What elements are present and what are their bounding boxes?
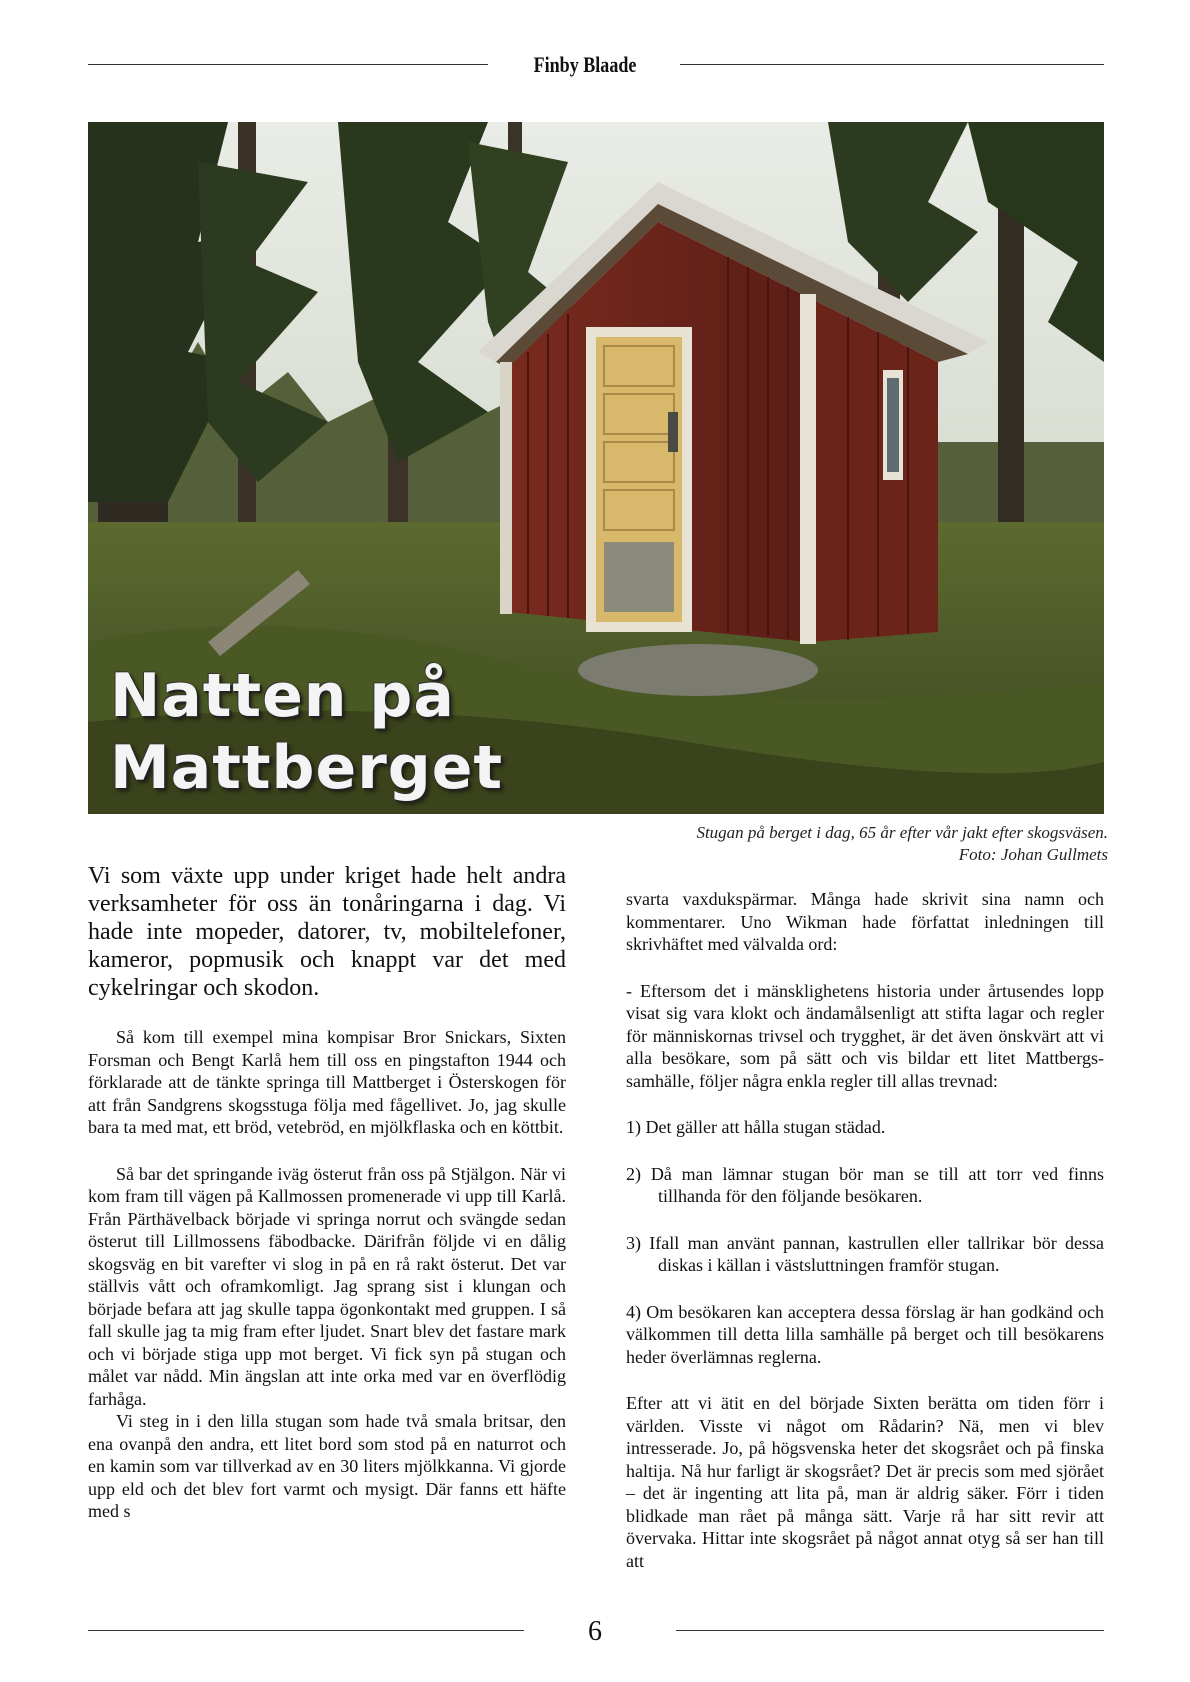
body-paragraph-4: svarta vaxdukspärmar. Många hade skrivit sina namn och kommentarer. Uno Wikman hade författat inledningen till skrivhäftet med välvalda ord: — [626, 889, 1104, 954]
body-paragraph-6: Efter att vi ätit en del började Sixten berätta om tiden förr i världen. Visste vi något om Rådarin? Nä, men vi blev intresserade. Jo, på högsvenska heter det skogsrået och på finska haltija. Nå hur farligt är skogsrået? Det är precis som med sjörået – det är ingenting att lita på, man är aldrig säker. Förr i tiden blidkade man rået på många sätt. Varje rå har sitt revir att övervaka. Hittar inte skogsrået på något annat otyg så ser han till att — [626, 1393, 1104, 1571]
page-number: 6 — [588, 1616, 602, 1647]
photo-caption — [696, 822, 1108, 866]
rule-item-4: 4) Om besökaren kan acceptera dessa förslag är han godkänd och välkommen till detta lilla samhälle på berget och till besökarens heder överlämnas reglerna. — [626, 1301, 1104, 1367]
left-column — [88, 862, 566, 1523]
rule-item-1: 1) Det gäller att hålla stugan städad. — [626, 1117, 886, 1137]
body-paragraph-5: - Eftersom det i mänsklighetens historia under årtusendes lopp visat sig vara klokt och ändamålsenligt att stifta lagar och regler för människornas trivsel och trygghet, är det även önskvärt att vi alla besökare, som på sätt och vis bildar ett litet Mattbergs-samhälle, följer några enkla regler till allas trevnad: — [626, 980, 1104, 1091]
footer-rule-left — [88, 1630, 524, 1631]
header-rule-left — [88, 64, 488, 65]
caption-credit: Foto: Johan Gullmets — [958, 845, 1108, 864]
headline-line-1: Natten på — [110, 661, 455, 731]
footer-rule-right — [676, 1630, 1104, 1631]
rule-item-3: 3) Ifall man använt pannan, kastrullen eller tallrikar bör dessa diskas i källan i västsluttningen framför stugan. — [626, 1232, 1104, 1275]
body-paragraph-2: Så bar det springande iväg österut från oss på Stjälgon. När vi kom fram till vägen på Kallmossen promenerade vi upp till Karlå. Från Pärthävelback började vi springa norrut och svängde sedan österut till Lillmossens fäbodbacke. Därifrån följde vi en dålig skogsväg en bit varefter vi slog in på en rå rakt österut. Det var ställvis vått och oframkomligt. Jag sprang sist i klungan och började befara att jag skulle tappa ögonkontakt med gruppen. I så fall skulle jag ta mig fram efter ljudet. Snart blev det fastare mark och vi började stiga upp mot berget. Vi fick syn på stugan och målet var nådd. Min ängslan att inte orka med var en överflödig farhåga. — [88, 1163, 566, 1409]
body-paragraph-3: Vi steg in i den lilla stugan som hade två smala britsar, den ena ovanpå den andra, ett litet bord som stod på en naturrot och en kamin som var tillverkad av en 30 liters mjölkkanna. Vi gjorde upp eld och det blev fort varmt och mysigt. Där fanns ett häfte med s — [88, 1411, 566, 1521]
body-paragraph-1: Så kom till exempel mina kompisar Bror Snickars, Sixten Forsman och Bengt Karlå hem till oss en pingstafton 1944 och förklarade att de tänkte springa till Mattberget i Österskogen för att från Sandgrens skogsstuga följa med fågellivet. Jo, jag skulle bara ta med mat, ett bröd, vetebröd, en mjölkflaska och en köttbit. — [88, 1027, 566, 1137]
headline-line-2: Mattberget — [110, 733, 504, 803]
headline — [110, 660, 503, 804]
caption-text: Stugan på berget i dag, 65 år efter vår jakt efter skogsväsen. — [696, 823, 1108, 842]
header-rule-right — [680, 64, 1104, 65]
lead-paragraph: Vi som växte upp under kriget hade helt andra verksamheter för oss än tonåringarna i dag. Vi hade inte mopeder, datorer, tv, mobiltelefoner, kameror, popmusik och knappt var det med cykelringar och skodon. — [88, 863, 566, 1001]
rule-item-2: 2) Då man lämnar stugan bör man se till att torr ved finns tillhanda för den följande besökaren. — [626, 1163, 1104, 1206]
masthead: Finby Blaade — [533, 52, 637, 77]
right-column — [626, 888, 1104, 1572]
cabin-in-forest-photo — [88, 122, 1104, 814]
